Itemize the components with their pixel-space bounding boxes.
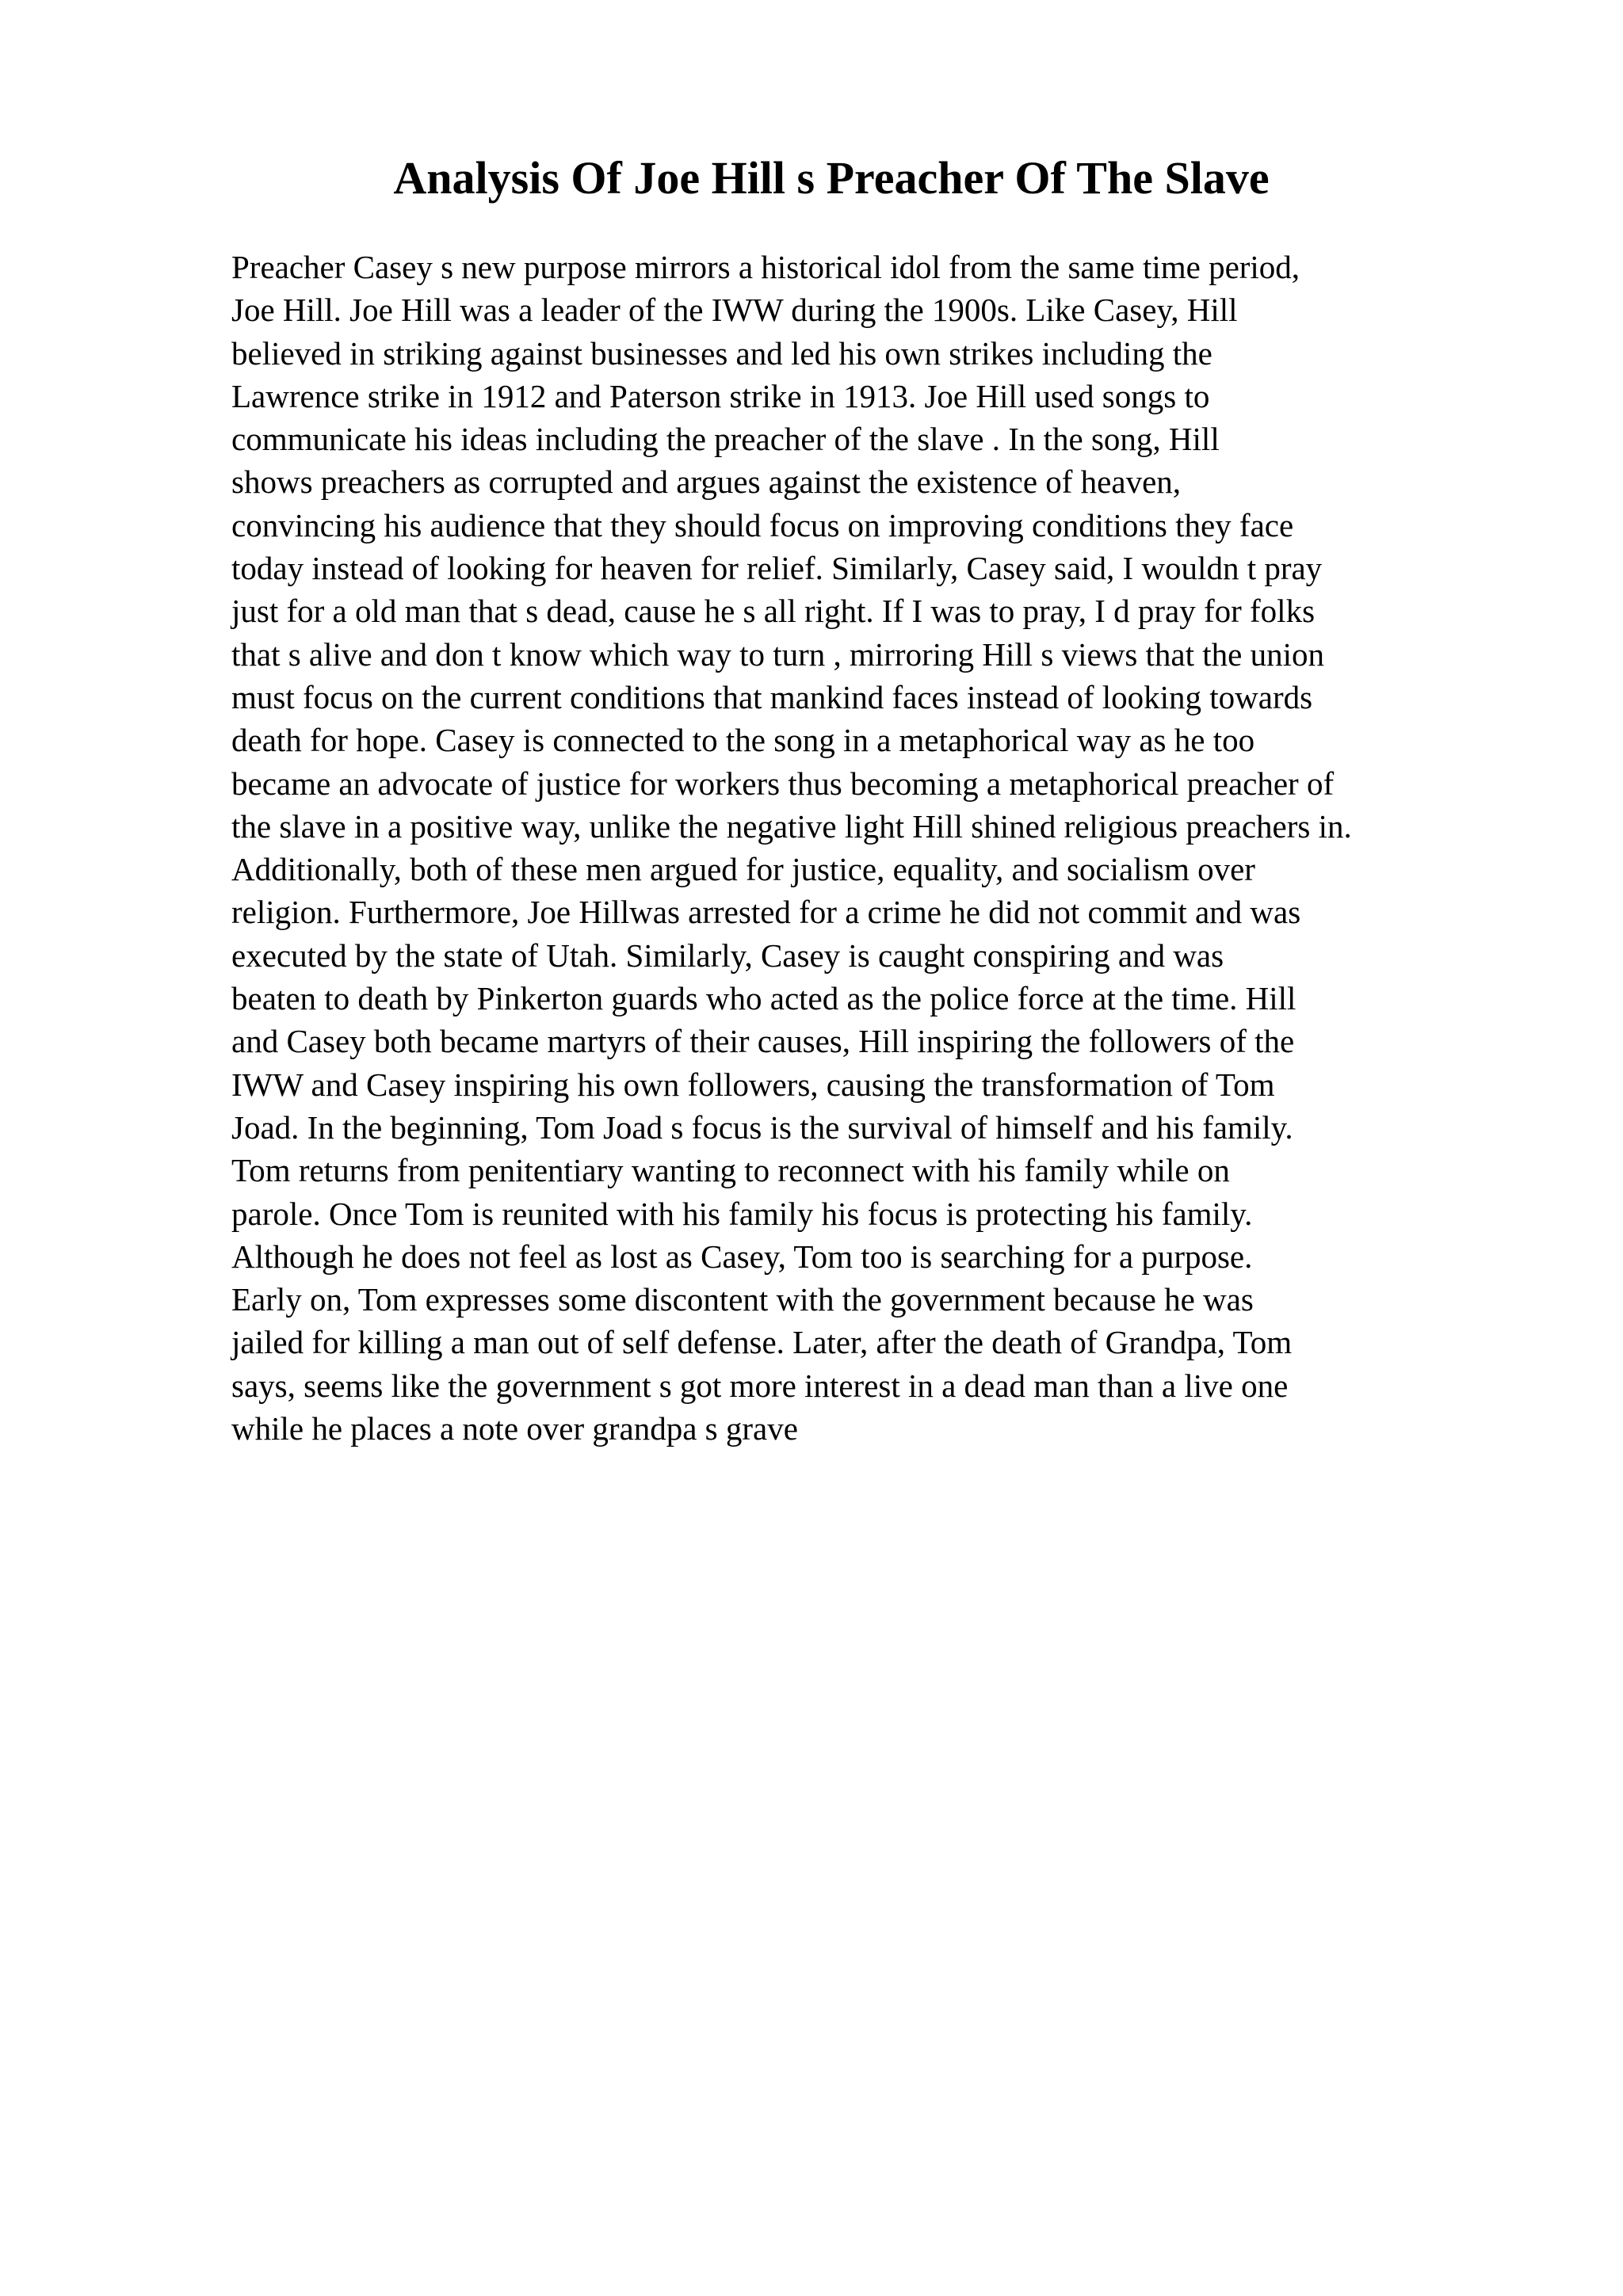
body-line: executed by the state of Utah. Similarly, Casey is caught conspiring and was	[231, 936, 1224, 974]
body-line: IWW and Casey inspiring his own followers, causing the transformation of Tom	[231, 1066, 1275, 1103]
body-line: Joe Hill. Joe Hill was a leader of the IWW during the 1900s. Like Casey, Hill	[231, 292, 1238, 329]
body-line: Additionally, both of these men argued for justice, equality, and socialism over	[231, 851, 1255, 888]
body-line: death for hope. Casey is connected to the song in a metaphorical way as he too	[231, 722, 1255, 759]
body-line: and Casey both became martyrs of their causes, Hill inspiring the followers of the	[231, 1023, 1295, 1060]
body-line: parole. Once Tom is reunited with his family his focus is protecting his family.	[231, 1195, 1253, 1232]
body-line: while he places a note over grandpa s grave	[231, 1410, 798, 1447]
body-line: communicate his ideas including the preacher of the slave . In the song, Hill	[231, 421, 1220, 458]
body-line: religion. Furthermore, Joe Hillwas arrested for a crime he did not commit and was	[231, 894, 1301, 931]
body-line: Preacher Casey s new purpose mirrors a historical idol from the same time period,	[231, 249, 1300, 285]
body-line: must focus on the current conditions that mankind faces instead of looking towards	[231, 678, 1313, 715]
body-line: Joad. In the beginning, Tom Joad s focus is the survival of himself and his family.	[231, 1108, 1293, 1146]
body-line: Tom returns from penitentiary wanting to reconnect with his family while on	[231, 1152, 1230, 1189]
body-line: just for a old man that s dead, cause he s all right. If I was to pray, I d pray for folks	[231, 593, 1316, 630]
body-line: Although he does not feel as lost as Casey, Tom too is searching for a purpose.	[231, 1238, 1253, 1275]
body-line: became an advocate of justice for workers thus becoming a metaphorical preacher of	[231, 765, 1335, 802]
body-line: says, seems like the government s got more interest in a dead man than a live one	[231, 1367, 1289, 1404]
body-line: shows preachers as corrupted and argues against the existence of heaven,	[231, 463, 1182, 501]
body-line: Lawrence strike in 1912 and Paterson strike in 1913. Joe Hill used songs to	[231, 377, 1210, 414]
document-body	[231, 246, 1594, 1450]
body-line: believed in striking against businesses and led his own strikes including the	[231, 334, 1212, 372]
body-line: convincing his audience that they should focus on improving conditions they face	[231, 506, 1294, 543]
body-line: jailed for killing a man out of self defense. Later, after the death of Grandpa, Tom	[231, 1324, 1293, 1361]
body-line: that s alive and don t know which way to turn , mirroring Hill s views that the union	[231, 635, 1324, 673]
body-line: beaten to death by Pinkerton guards who acted as the police force at the time. Hill	[231, 980, 1296, 1017]
body-line: Early on, Tom expresses some discontent with the government because he was	[231, 1281, 1254, 1318]
document-title: Analysis Of Joe Hill s Preacher Of The Slave	[393, 152, 1270, 204]
body-line: today instead of looking for heaven for relief. Similarly, Casey said, I wouldn t pray	[231, 550, 1323, 587]
body-line: the slave in a positive way, unlike the negative light Hill shined religious preachers in.	[231, 807, 1352, 845]
